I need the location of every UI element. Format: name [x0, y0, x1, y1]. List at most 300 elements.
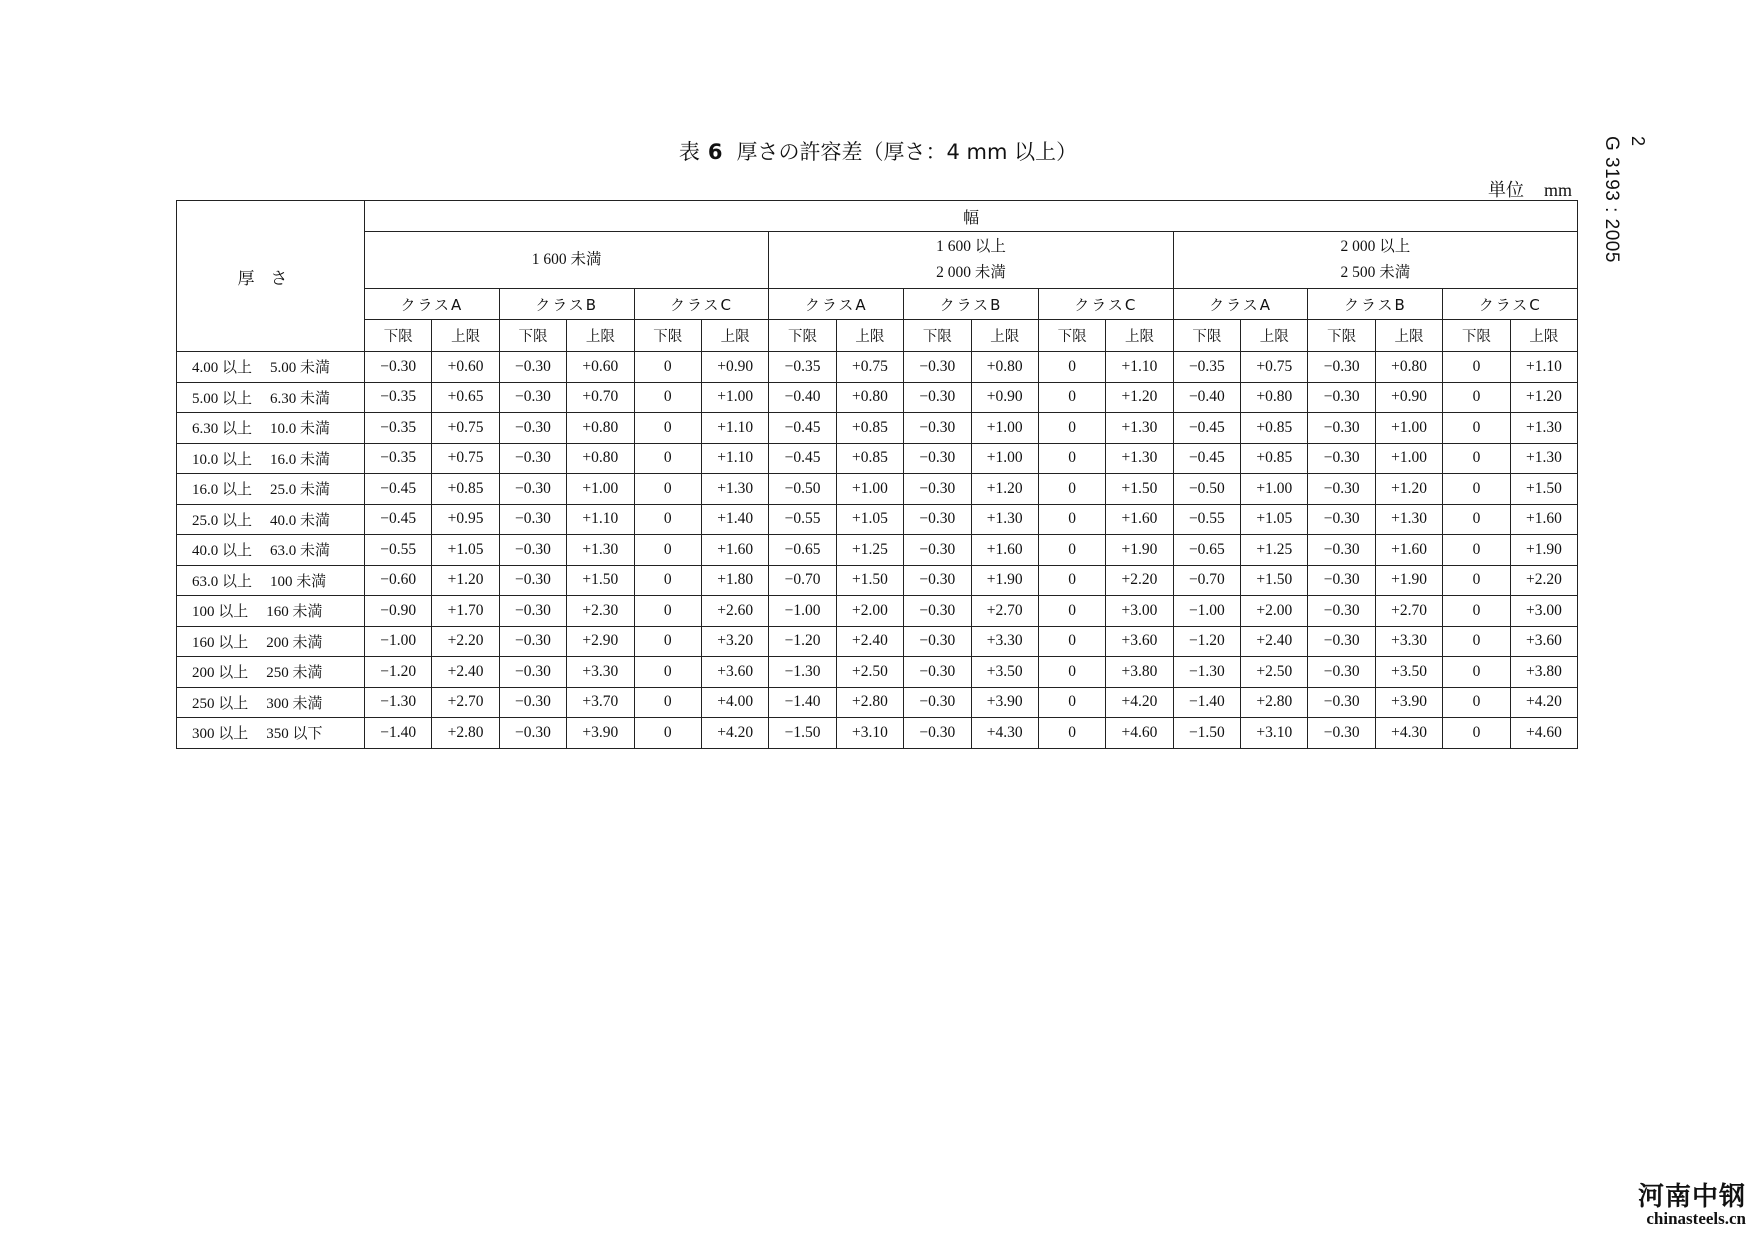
tolerance-cell: +4.30 — [1375, 718, 1442, 749]
tolerance-cell: −0.45 — [769, 443, 836, 474]
tolerance-cell: 0 — [1038, 596, 1105, 627]
tolerance-cell: −0.50 — [1173, 474, 1240, 505]
tolerance-cell: +0.80 — [567, 443, 634, 474]
tolerance-cell: 0 — [1443, 443, 1510, 474]
tolerance-cell: 0 — [1443, 718, 1510, 749]
tolerance-cell: +0.60 — [432, 352, 499, 383]
lower-limit-header: 下限 — [1443, 320, 1510, 352]
tolerance-cell: 0 — [634, 443, 701, 474]
tolerance-cell: +1.50 — [567, 565, 634, 596]
tolerance-cell: −0.30 — [499, 626, 566, 657]
lower-limit-header: 下限 — [1038, 320, 1105, 352]
tolerance-cell: −0.30 — [365, 352, 432, 383]
tolerance-cell: 0 — [1038, 657, 1105, 688]
tolerance-cell: −1.50 — [769, 718, 836, 749]
lower-limit-header: 下限 — [769, 320, 836, 352]
upper-limit-header: 上限 — [1510, 320, 1578, 352]
tolerance-cell: +0.90 — [1375, 382, 1442, 413]
tolerance-cell: +3.80 — [1510, 657, 1578, 688]
tolerance-cell: −0.30 — [904, 413, 971, 444]
tolerance-cell: +1.10 — [1510, 352, 1578, 383]
tolerance-cell: −0.30 — [499, 352, 566, 383]
thickness-to: 100 未満 — [270, 573, 327, 590]
tolerance-cell: −1.00 — [365, 626, 432, 657]
thickness-range — [177, 535, 365, 566]
width-range-line1: 1 600 未満 — [531, 251, 602, 268]
tolerance-cell: +0.80 — [1241, 382, 1308, 413]
tolerance-cell: +2.20 — [1510, 565, 1578, 596]
tolerance-cell: −1.40 — [365, 718, 432, 749]
tolerance-cell: +4.00 — [701, 687, 768, 718]
thickness-range — [177, 596, 365, 627]
thickness-from: 4.00 以上 — [192, 360, 253, 377]
tolerance-cell: +1.90 — [1106, 535, 1173, 566]
tolerance-cell: −0.30 — [499, 535, 566, 566]
table-body — [177, 352, 1578, 749]
thickness-to: 16.0 未満 — [270, 451, 331, 468]
table-row — [177, 657, 1578, 688]
limit-row — [177, 320, 1578, 352]
tolerance-cell: +1.50 — [1241, 565, 1308, 596]
tolerance-cell: 0 — [634, 687, 701, 718]
tolerance-cell: +1.60 — [1106, 504, 1173, 535]
tolerance-cell: +4.20 — [1106, 687, 1173, 718]
tolerance-cell: +0.85 — [1241, 443, 1308, 474]
class-row — [177, 289, 1578, 320]
tolerance-cell: +2.70 — [971, 596, 1038, 627]
thickness-from: 200 以上 — [192, 665, 249, 682]
tolerance-cell: +0.85 — [432, 474, 499, 505]
tolerance-cell: −0.30 — [1308, 718, 1375, 749]
tolerance-cell: +1.10 — [567, 504, 634, 535]
thickness-from: 25.0 以上 — [192, 512, 253, 529]
tolerance-cell: +2.40 — [1241, 626, 1308, 657]
tolerance-cell: −0.30 — [904, 657, 971, 688]
tolerance-cell: 0 — [634, 413, 701, 444]
tolerance-cell: +2.00 — [836, 596, 903, 627]
tolerance-cell: +2.40 — [836, 626, 903, 657]
tolerance-cell: +2.50 — [1241, 657, 1308, 688]
width-range-1 — [365, 232, 769, 289]
tolerance-cell: +3.10 — [836, 718, 903, 749]
tolerance-cell: +1.90 — [1510, 535, 1578, 566]
tolerance-cell: +3.70 — [567, 687, 634, 718]
tolerance-cell: −0.60 — [365, 565, 432, 596]
tolerance-cell: +3.80 — [1106, 657, 1173, 688]
upper-limit-header: 上限 — [971, 320, 1038, 352]
tolerance-cell: +1.30 — [1106, 443, 1173, 474]
tolerance-cell: 0 — [634, 535, 701, 566]
tolerance-cell: −1.00 — [1173, 596, 1240, 627]
class-header: クラスB — [904, 289, 1039, 320]
tolerance-cell: +1.05 — [836, 504, 903, 535]
tolerance-cell: −0.30 — [499, 382, 566, 413]
tolerance-cell: 0 — [1038, 474, 1105, 505]
tolerance-cell: +1.25 — [836, 535, 903, 566]
tolerance-cell: +3.20 — [701, 626, 768, 657]
tolerance-cell: −0.30 — [1308, 626, 1375, 657]
tolerance-cell: +1.30 — [701, 474, 768, 505]
tolerance-cell: +1.20 — [971, 474, 1038, 505]
tolerance-cell: +0.65 — [432, 382, 499, 413]
tolerance-cell: +2.20 — [432, 626, 499, 657]
thickness-to: 300 未満 — [266, 695, 323, 712]
tolerance-cell: −1.50 — [1173, 718, 1240, 749]
table-row — [177, 535, 1578, 566]
tolerance-cell: −0.35 — [365, 443, 432, 474]
tolerance-cell: +1.00 — [836, 474, 903, 505]
tolerance-cell: +4.30 — [971, 718, 1038, 749]
table-row — [177, 504, 1578, 535]
thickness-range — [177, 657, 365, 688]
tolerance-cell: −1.20 — [769, 626, 836, 657]
thickness-range — [177, 565, 365, 596]
tolerance-cell: −1.30 — [1173, 657, 1240, 688]
upper-limit-header: 上限 — [1106, 320, 1173, 352]
tolerance-cell: +1.25 — [1241, 535, 1308, 566]
tolerance-cell: −0.30 — [499, 687, 566, 718]
thickness-range — [177, 382, 365, 413]
thickness-from: 100 以上 — [192, 604, 249, 621]
thickness-header: 厚さ — [177, 201, 365, 352]
table-title-prefix: 表 — [678, 140, 700, 164]
tolerance-cell: −0.45 — [365, 474, 432, 505]
class-header: クラスC — [634, 289, 769, 320]
tolerance-cell: 0 — [1038, 504, 1105, 535]
tolerance-cell: +0.85 — [836, 413, 903, 444]
thickness-from: 10.0 以上 — [192, 451, 253, 468]
tolerance-cell: −0.30 — [904, 565, 971, 596]
tolerance-cell: 0 — [1443, 626, 1510, 657]
tolerance-cell: +0.75 — [432, 413, 499, 444]
table-title-text: 厚さの許容差（厚さ：4 mm 以上） — [736, 140, 1078, 164]
tolerance-cell: +3.00 — [1510, 596, 1578, 627]
thickness-range — [177, 413, 365, 444]
tolerance-cell: 0 — [634, 657, 701, 688]
tolerance-cell: −0.45 — [1173, 413, 1240, 444]
tolerance-cell: 0 — [1443, 474, 1510, 505]
tolerance-cell: +2.70 — [432, 687, 499, 718]
tolerance-cell: +1.00 — [567, 474, 634, 505]
tolerance-cell: +0.80 — [1375, 352, 1442, 383]
tolerance-cell: −0.30 — [904, 443, 971, 474]
class-header: クラスB — [499, 289, 634, 320]
tolerance-cell: +1.60 — [701, 535, 768, 566]
tolerance-cell: +1.90 — [1375, 565, 1442, 596]
lower-limit-header: 下限 — [904, 320, 971, 352]
tolerance-cell: +1.70 — [432, 596, 499, 627]
table-row — [177, 474, 1578, 505]
tolerance-cell: +4.20 — [1510, 687, 1578, 718]
tolerance-cell: +1.20 — [1375, 474, 1442, 505]
tolerance-cell: +4.20 — [701, 718, 768, 749]
watermark-english: chinasteels.cn — [1646, 1209, 1746, 1228]
class-header: クラスC — [1443, 289, 1578, 320]
thickness-range — [177, 474, 365, 505]
tolerance-cell: −0.30 — [499, 596, 566, 627]
tolerance-cell: −0.30 — [1308, 413, 1375, 444]
upper-limit-header: 上限 — [567, 320, 634, 352]
tolerance-cell: 0 — [1443, 687, 1510, 718]
tolerance-cell: +2.30 — [567, 596, 634, 627]
table-row — [177, 565, 1578, 596]
unit-label: 単位 — [1487, 180, 1524, 201]
tolerance-cell: 0 — [1443, 535, 1510, 566]
lower-limit-header: 下限 — [1308, 320, 1375, 352]
tolerance-cell: 0 — [634, 352, 701, 383]
tolerance-cell: 0 — [1443, 413, 1510, 444]
thickness-from: 5.00 以上 — [192, 390, 253, 407]
tolerance-cell: −0.30 — [1308, 504, 1375, 535]
tolerance-cell: +1.20 — [1510, 382, 1578, 413]
table-row — [177, 626, 1578, 657]
tolerance-cell: +1.20 — [1106, 382, 1173, 413]
tolerance-cell: +3.50 — [971, 657, 1038, 688]
tolerance-cell: +3.60 — [1106, 626, 1173, 657]
tolerance-cell: +1.60 — [1375, 535, 1442, 566]
tolerance-cell: +1.50 — [836, 565, 903, 596]
tolerance-cell: −0.30 — [1308, 687, 1375, 718]
table-row — [177, 718, 1578, 749]
tolerance-cell: −0.35 — [365, 413, 432, 444]
width-range-line1: 2 000 以上 — [1340, 238, 1411, 255]
tolerance-cell: 0 — [1443, 352, 1510, 383]
tolerance-cell: +1.00 — [971, 443, 1038, 474]
class-header: クラスB — [1308, 289, 1443, 320]
thickness-range — [177, 352, 365, 383]
tolerance-cell: −0.30 — [904, 352, 971, 383]
tolerance-cell: −0.55 — [769, 504, 836, 535]
tolerance-cell: +0.75 — [836, 352, 903, 383]
width-range-3 — [1173, 232, 1577, 289]
tolerance-cell: −0.30 — [499, 504, 566, 535]
tolerance-cell: +3.50 — [1375, 657, 1442, 688]
thickness-from: 63.0 以上 — [192, 573, 253, 590]
tolerance-cell: +2.70 — [1375, 596, 1442, 627]
tolerance-cell: +1.05 — [1241, 504, 1308, 535]
tolerance-cell: +3.90 — [567, 718, 634, 749]
upper-limit-header: 上限 — [1241, 320, 1308, 352]
tolerance-cell: 0 — [1038, 687, 1105, 718]
class-header: クラスC — [1038, 289, 1173, 320]
tolerance-cell: 0 — [634, 626, 701, 657]
tolerance-cell: +0.90 — [701, 352, 768, 383]
tolerance-cell: −0.45 — [1173, 443, 1240, 474]
tolerance-cell: −0.45 — [769, 413, 836, 444]
table-row — [177, 687, 1578, 718]
tolerance-cell: −0.30 — [499, 657, 566, 688]
tolerance-cell: +1.90 — [971, 565, 1038, 596]
lower-limit-header: 下限 — [1173, 320, 1240, 352]
thickness-to: 40.0 未満 — [270, 512, 331, 529]
tolerance-cell: 0 — [1443, 565, 1510, 596]
tolerance-cell: −0.30 — [499, 565, 566, 596]
tolerance-cell: +0.60 — [567, 352, 634, 383]
tolerance-cell: 0 — [1038, 443, 1105, 474]
tolerance-cell: +1.60 — [971, 535, 1038, 566]
tolerance-cell: +3.60 — [1510, 626, 1578, 657]
tolerance-cell: +3.30 — [971, 626, 1038, 657]
tolerance-cell: −0.35 — [1173, 352, 1240, 383]
tolerance-cell: +2.80 — [836, 687, 903, 718]
width-range-2 — [769, 232, 1173, 289]
tolerance-cell: +1.00 — [1375, 443, 1442, 474]
tolerance-cell: −0.65 — [769, 535, 836, 566]
tolerance-cell: +2.20 — [1106, 565, 1173, 596]
tolerance-cell: −0.50 — [769, 474, 836, 505]
tolerance-cell: −0.70 — [1173, 565, 1240, 596]
lower-limit-header: 下限 — [365, 320, 432, 352]
thickness-range — [177, 626, 365, 657]
tolerance-cell: +1.05 — [432, 535, 499, 566]
width-header: 幅 — [365, 201, 1578, 232]
table-row — [177, 413, 1578, 444]
tolerance-cell: +1.20 — [432, 565, 499, 596]
tolerance-cell: +0.85 — [836, 443, 903, 474]
thickness-tolerance-table — [176, 200, 1578, 749]
tolerance-cell: +3.60 — [701, 657, 768, 688]
tolerance-cell: +1.50 — [1510, 474, 1578, 505]
tolerance-cell: +1.10 — [1106, 352, 1173, 383]
lower-limit-header: 下限 — [499, 320, 566, 352]
tolerance-cell: −0.30 — [499, 474, 566, 505]
tolerance-cell: +2.60 — [701, 596, 768, 627]
thickness-to: 25.0 未満 — [270, 482, 331, 499]
unit-note — [1488, 176, 1572, 202]
tolerance-cell: +3.90 — [1375, 687, 1442, 718]
tolerance-cell: 0 — [634, 382, 701, 413]
thickness-to: 5.00 未満 — [270, 360, 331, 377]
tolerance-cell: −0.30 — [1308, 535, 1375, 566]
thickness-from: 300 以上 — [192, 726, 249, 743]
thickness-from: 16.0 以上 — [192, 482, 253, 499]
thickness-to: 200 未満 — [266, 634, 323, 651]
tolerance-cell: 0 — [1443, 596, 1510, 627]
tolerance-cell: +2.80 — [1241, 687, 1308, 718]
tolerance-cell: −0.45 — [365, 504, 432, 535]
width-range-line2: 2 500 未満 — [1340, 264, 1411, 281]
tolerance-cell: 0 — [1038, 535, 1105, 566]
tolerance-cell: +0.85 — [1241, 413, 1308, 444]
upper-limit-header: 上限 — [836, 320, 903, 352]
tolerance-cell: −0.30 — [904, 504, 971, 535]
tolerance-cell: +4.60 — [1510, 718, 1578, 749]
tolerance-cell: −0.30 — [499, 413, 566, 444]
tolerance-cell: +1.30 — [1106, 413, 1173, 444]
tolerance-cell: +0.80 — [836, 382, 903, 413]
tolerance-cell: −0.30 — [1308, 352, 1375, 383]
watermark-chinese: 河南中钢 — [1637, 1182, 1746, 1212]
tolerance-cell: +2.90 — [567, 626, 634, 657]
tolerance-cell: −0.55 — [365, 535, 432, 566]
table-row — [177, 352, 1578, 383]
thickness-from: 250 以上 — [192, 695, 249, 712]
tolerance-cell: −0.55 — [1173, 504, 1240, 535]
thickness-to: 6.30 未満 — [270, 390, 331, 407]
thickness-to: 350 以下 — [266, 726, 323, 743]
tolerance-cell: −0.30 — [904, 626, 971, 657]
tolerance-cell: −0.30 — [1308, 474, 1375, 505]
tolerance-cell: +3.10 — [1241, 718, 1308, 749]
tolerance-cell: −1.30 — [365, 687, 432, 718]
tolerance-cell: +0.75 — [1241, 352, 1308, 383]
tolerance-cell: +1.30 — [1375, 504, 1442, 535]
tolerance-cell: −0.30 — [1308, 565, 1375, 596]
tolerance-cell: −0.70 — [769, 565, 836, 596]
thickness-to: 160 未満 — [266, 604, 323, 621]
tolerance-cell: −1.30 — [769, 657, 836, 688]
class-header: クラスA — [1173, 289, 1308, 320]
tolerance-cell: +1.00 — [971, 413, 1038, 444]
tolerance-cell: 0 — [1038, 718, 1105, 749]
thickness-to: 10.0 未満 — [270, 421, 331, 438]
thickness-range — [177, 687, 365, 718]
tolerance-cell: −0.90 — [365, 596, 432, 627]
tolerance-cell: 0 — [1038, 565, 1105, 596]
standard-code: G 3193 : 2005 — [1601, 136, 1622, 263]
tolerance-cell: −1.00 — [769, 596, 836, 627]
thickness-from: 40.0 以上 — [192, 543, 253, 560]
tolerance-cell: 0 — [1038, 626, 1105, 657]
tolerance-cell: +1.80 — [701, 565, 768, 596]
upper-limit-header: 上限 — [701, 320, 768, 352]
class-header: クラスA — [365, 289, 500, 320]
tolerance-cell: +2.40 — [432, 657, 499, 688]
tolerance-cell: 0 — [1038, 382, 1105, 413]
tolerance-cell: −0.30 — [904, 535, 971, 566]
tolerance-cell: +3.90 — [971, 687, 1038, 718]
tolerance-cell: −0.30 — [1308, 382, 1375, 413]
tolerance-cell: −0.30 — [499, 718, 566, 749]
upper-limit-header: 上限 — [1375, 320, 1442, 352]
tolerance-cell: 0 — [1038, 352, 1105, 383]
tolerance-cell: −0.30 — [499, 443, 566, 474]
tolerance-cell: −1.20 — [365, 657, 432, 688]
tolerance-cell: −0.30 — [904, 718, 971, 749]
tolerance-cell: 0 — [1443, 657, 1510, 688]
tolerance-cell: +2.50 — [836, 657, 903, 688]
tolerance-cell: −0.35 — [365, 382, 432, 413]
tolerance-cell: −0.30 — [904, 596, 971, 627]
tolerance-cell: +0.80 — [971, 352, 1038, 383]
tolerance-cell: −1.20 — [1173, 626, 1240, 657]
tolerance-cell: +0.75 — [432, 443, 499, 474]
tolerance-cell: +1.50 — [1106, 474, 1173, 505]
tolerance-cell: +1.00 — [1375, 413, 1442, 444]
table-row — [177, 596, 1578, 627]
tolerance-cell: 0 — [634, 504, 701, 535]
tolerance-cell: −0.30 — [904, 382, 971, 413]
tolerance-cell: +1.30 — [567, 535, 634, 566]
tolerance-cell: +1.60 — [1510, 504, 1578, 535]
tolerance-cell: 0 — [634, 474, 701, 505]
tolerance-cell: −0.40 — [1173, 382, 1240, 413]
tolerance-cell: −0.30 — [904, 687, 971, 718]
tolerance-cell: −0.40 — [769, 382, 836, 413]
tolerance-cell: 0 — [1443, 382, 1510, 413]
thickness-from: 6.30 以上 — [192, 421, 253, 438]
width-range-line1: 1 600 以上 — [936, 238, 1006, 255]
lower-limit-header: 下限 — [634, 320, 701, 352]
tolerance-cell: 0 — [1443, 504, 1510, 535]
tolerance-cell: +1.00 — [701, 382, 768, 413]
tolerance-cell: −0.30 — [1308, 657, 1375, 688]
tolerance-cell: +2.80 — [432, 718, 499, 749]
table-row — [177, 443, 1578, 474]
thickness-to: 63.0 未満 — [270, 543, 331, 560]
tolerance-cell: 0 — [634, 565, 701, 596]
upper-limit-header: 上限 — [432, 320, 499, 352]
